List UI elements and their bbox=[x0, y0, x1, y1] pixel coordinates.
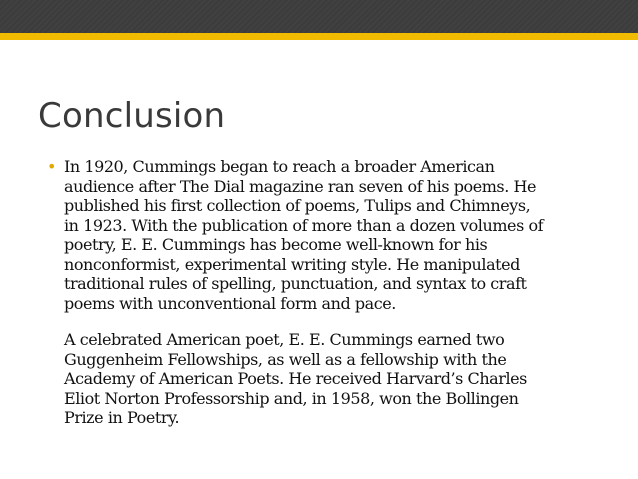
paragraph-2: A celebrated American poet, E. E. Cummings earned two Guggenheim Fellowships, as well as a fellowship with the Academy of American Poets. He received Harvard’s Charles Eliot Norton Professorship and, in 1958, won the Bollingen Prize in Poetry. bbox=[64, 330, 527, 427]
bullet-icon: • bbox=[47, 157, 57, 176]
slide-body bbox=[48, 157, 610, 428]
header-texture bbox=[0, 0, 638, 33]
slide-title: Conclusion bbox=[38, 96, 226, 136]
paragraph-1: In 1920, Cummings began to reach a broader American audience after The Dial magazine ran seven of his poems. He published his first collection of poems, Tulips and Chimneys, in 1923. With the publication of more than a dozen volumes of poetry, E. E. Cummings has become well-known for his nonconformist, experimental writing style. He manipulated traditional rules of spelling, punctuation, and syntax to craft poems with unconventional form and pace. bbox=[64, 157, 544, 313]
bullet-item bbox=[48, 157, 610, 428]
accent-stripe bbox=[0, 33, 638, 40]
